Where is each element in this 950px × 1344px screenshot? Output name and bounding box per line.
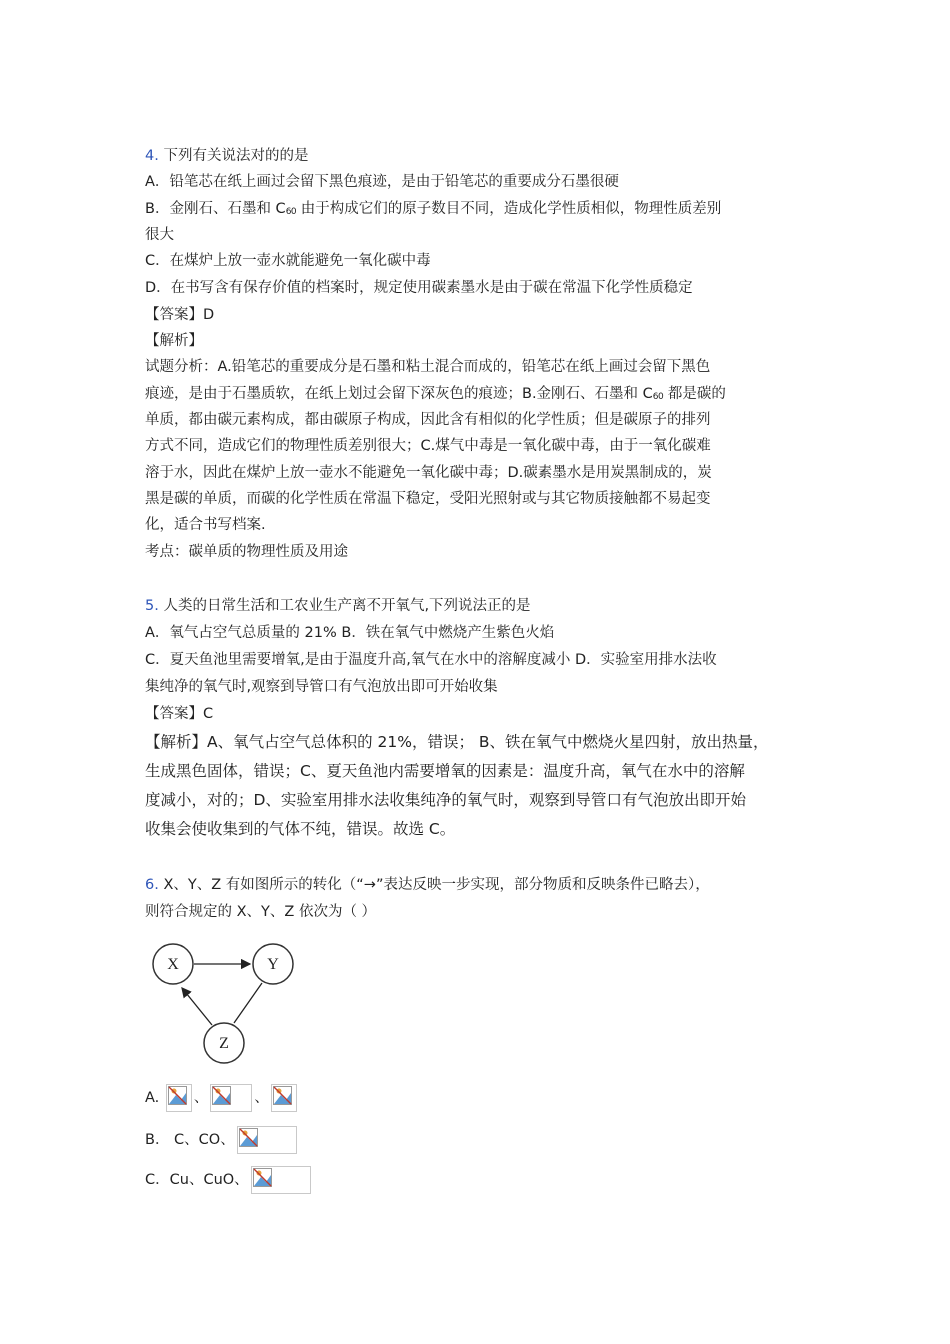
q4-option-b-part2: 由于构成它们的原子数目不同，造成化学性质相似，物理性质差别 [300,201,722,217]
q5-options-ab: A．氧气占空气总质量的 21% B．铁在氧气中燃烧产生紫色火焰 [145,625,555,641]
q4-stem-line [145,146,308,166]
broken-image-icon [237,1126,297,1154]
q5-explanation-1: 【解析】A、氧气占空气总体积的 21%，错误； B、铁在氧气中燃烧火星四射，放出热量， [145,733,769,751]
broken-image-icon [210,1084,252,1112]
q6-option-c [145,1166,313,1194]
q4-knowledge-point: 考点：碳单质的物理性质及用途 [145,544,348,560]
q4-answer: 【答案】D [145,307,215,323]
q5-options-cd: C．夏天鱼池里需要增氧,是由于温度升高,氧气在水中的溶解度减小 D．实验室用排水法收 [145,652,717,668]
arrow-z-to-x [182,988,212,1025]
q6-stem-1: X、Y、Z 有如图所示的转化（“→”表达反映一步实现，部分物质和反映条件已略去）， [163,877,710,893]
q6-option-a-label: A. [145,1090,160,1106]
separator: 、 [254,1090,269,1106]
q4-number: 4. [145,148,159,164]
xyz-conversion-diagram [140,935,310,1075]
line-y-to-z [234,983,262,1023]
node-y-label: Y [267,956,279,973]
q5-explanation-2: 生成黑色固体，错误；C、夏天鱼池内需要增氧的因素是：温度升高，氧气在水中的溶解 [145,762,745,780]
q5-explanation-3: 度减小，对的；D、实验室用排水法收集纯净的氧气时，观察到导管口有气泡放出即开始 [145,791,746,809]
q5-explanation-4: 收集会使收集到的气体不纯，错误。故选 C。 [145,820,456,838]
node-x-label: X [167,956,179,973]
q4-option-d: D．在书写含有保存价值的档案时，规定使用碳素墨水是由于碳在常温下化学性质稳定 [145,280,693,296]
q5-stem-line [145,596,531,616]
q4-stem: 下列有关说法对的的是 [163,148,309,164]
broken-image-icon [166,1084,192,1112]
q6-stem-2: 则符合规定的 X、Y、Z 依次为（ ） [145,904,377,920]
q5-number: 5. [145,598,159,614]
node-z-label: Z [219,1035,229,1052]
q4-explanation-2b: 都是碳的 [667,386,726,402]
separator: 、 [193,1090,209,1106]
q4-option-c: C．在煤炉上放一壶水就能避免一氧化碳中毒 [145,253,431,269]
broken-image-icon [251,1166,311,1194]
q4-explanation-7: 化，适合书写档案. [145,517,266,533]
q4-option-b [145,199,721,222]
q5-options-cd-cont: 集纯净的氧气时,观察到导管口有气泡放出即可开始收集 [145,679,498,695]
q6-number: 6. [145,877,159,893]
q4-explanation-6: 黑是碳的单质，而碳的化学性质在常温下稳定，受阳光照射或与其它物质接触都不易起变 [145,491,711,507]
q5-stem: 人类的日常生活和工农业生产离不开氧气,下列说法正的是 [163,598,531,614]
q6-option-b-label: B． C、CO、 [145,1132,235,1148]
q6-option-b [145,1126,299,1154]
q4-explanation-3: 单质，都由碳元素构成，都由碳原子构成，因此含有相似的化学性质；但是碳原子的排列 [145,412,711,428]
q4-option-b-part1: B．金刚石、石墨和 C [145,201,286,217]
q5-answer: 【答案】C [145,706,214,722]
q4-explanation-1: 试题分析：A.铅笔芯的重要成分是石墨和粘土混合而成的，铅笔芯在纸上画过会留下黑色 [145,359,711,375]
c60-subscript-2: 60 [652,392,664,402]
q4-option-a: A．铅笔芯在纸上画过会留下黑色痕迹，是由于铅笔芯的重要成分石墨很硬 [145,174,619,190]
q4-explanation-2 [145,384,726,407]
q4-explanation-5: 溶于水，因此在煤炉上放一壶水不能避免一氧化碳中毒；D.碳素墨水是用炭黑制成的，炭 [145,465,712,481]
q4-option-b-cont: 很大 [145,227,174,243]
q4-explanation-4: 方式不同，造成它们的物理性质差别很大；C.煤气中毒是一氧化碳中毒，由于一氧化碳难 [145,438,711,454]
q6-option-c-label: C．Cu、CuO、 [145,1172,249,1188]
q4-explanation-2a: 痕迹，是由于石墨质软，在纸上划过会留下深灰色的痕迹；B.金刚石、石墨和 C [145,386,653,402]
q6-option-a [145,1084,299,1112]
q6-stem-line [145,875,710,895]
q4-analysis-label: 【解析】 [145,333,203,349]
broken-image-icon [271,1084,297,1112]
c60-subscript: 60 [285,207,297,217]
